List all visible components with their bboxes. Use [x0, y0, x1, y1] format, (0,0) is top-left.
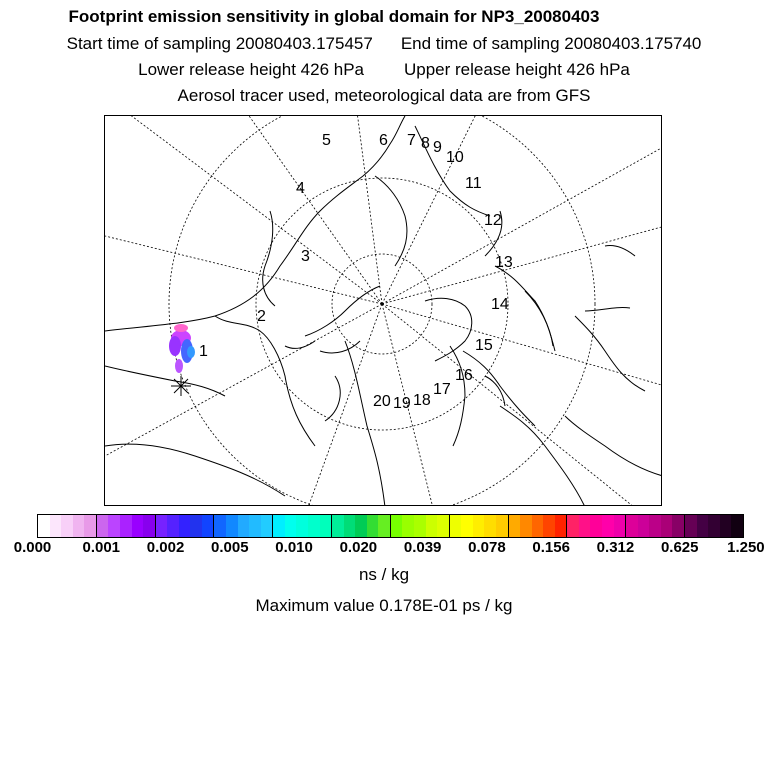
latitude-circles [169, 116, 595, 506]
colorbar-segment [332, 515, 344, 537]
colorbar-segment [320, 515, 333, 537]
colorbar-segment [308, 515, 320, 537]
lower-height-label: Lower release height 426 hPa [138, 60, 364, 79]
colorbar-segment [509, 515, 521, 537]
colorbar-segment [461, 515, 473, 537]
colorbar-tick-label: 0.039 [403, 539, 442, 556]
colorbar-segment [179, 515, 191, 537]
colorbar-segment [720, 515, 732, 537]
map-title: Footprint emission sensitivity in global domain for NP3_20080403 [68, 7, 600, 26]
coastlines [105, 116, 662, 506]
colorbar-tick-label: 0.001 [82, 539, 121, 556]
colorbar-segment [61, 515, 73, 537]
traj-label-17: 17 [433, 381, 451, 398]
colorbar-segment [214, 515, 226, 537]
colorbar-segment [190, 515, 202, 537]
colorbar [37, 514, 744, 538]
colorbar-segment [685, 515, 697, 537]
sampling-times [0, 34, 768, 54]
maximum-value: Maximum value 0.178E-01 ps / kg [255, 596, 513, 615]
colorbar-segment [602, 515, 614, 537]
traj-label-10: 10 [446, 149, 464, 166]
meridians [105, 116, 662, 506]
colorbar-tick-label: 0.312 [596, 539, 635, 556]
colorbar-tick-label: 0.078 [468, 539, 506, 556]
traj-label-18: 18 [413, 392, 431, 409]
colorbar-segment [402, 515, 414, 537]
colorbar-segment [672, 515, 685, 537]
colorbar-segment [378, 515, 391, 537]
colorbar-segment [73, 515, 85, 537]
traj-label-5: 5 [322, 132, 331, 149]
traj-label-8: 8 [421, 135, 430, 152]
colorbar-segment [484, 515, 496, 537]
colorbar-segment [249, 515, 261, 537]
traj-label-13: 13 [495, 254, 513, 271]
colorbar-segment [543, 515, 555, 537]
traj-label-20: 20 [373, 393, 391, 410]
colorbar-segment [167, 515, 179, 537]
traj-label-3: 3 [301, 248, 310, 265]
traj-label-14: 14 [491, 296, 509, 313]
colorbar-segment [555, 515, 568, 537]
colorbar-segment [202, 515, 215, 537]
upper-height-label: Upper release height 426 hPa [404, 60, 630, 79]
colorbar-segment [414, 515, 426, 537]
footprint-map [104, 115, 662, 506]
footprint-plume [169, 324, 195, 373]
colorbar-segment [238, 515, 250, 537]
colorbar-segment [649, 515, 661, 537]
colorbar-segment [496, 515, 509, 537]
traj-label-9: 9 [433, 139, 442, 156]
colorbar-segment [261, 515, 274, 537]
colorbar-segment [532, 515, 544, 537]
colorbar-segment [426, 515, 438, 537]
traj-label-11: 11 [465, 175, 482, 192]
colorbar-segment [391, 515, 403, 537]
colorbar-segment [450, 515, 462, 537]
colorbar-tick-label: 0.005 [211, 539, 249, 556]
colorbar-tick-label: 0.000 [13, 539, 52, 556]
colorbar-segment [344, 515, 356, 537]
colorbar-segment [579, 515, 591, 537]
start-time-label: Start time of sampling 20080403.175457 [66, 34, 373, 53]
traj-label-12: 12 [484, 212, 502, 229]
traj-label-19: 19 [393, 395, 411, 412]
colorbar-segment [38, 515, 50, 537]
colorbar-segment [731, 515, 743, 537]
traj-label-7: 7 [407, 132, 416, 149]
traj-label-15: 15 [475, 337, 493, 354]
colorbar-segment [437, 515, 450, 537]
colorbar-segment [590, 515, 602, 537]
colorbar-segment [367, 515, 379, 537]
colorbar-segment [614, 515, 627, 537]
colorbar-tick-label: 1.250 [727, 539, 765, 556]
colorbar-segment [567, 515, 579, 537]
end-time-label: End time of sampling 20080403.175740 [400, 34, 702, 53]
colorbar-segment [132, 515, 144, 537]
release-heights [0, 60, 768, 80]
colorbar-segment [296, 515, 308, 537]
colorbar-segment [473, 515, 485, 537]
traj-label-1: 1 [199, 343, 208, 360]
colorbar-segment [285, 515, 297, 537]
colorbar-segment [108, 515, 120, 537]
colorbar-tick-label: 0.010 [275, 539, 313, 556]
colorbar-segment [226, 515, 238, 537]
tracer-note: Aerosol tracer used, meteorological data are from GFS [177, 86, 591, 105]
colorbar-segment [273, 515, 285, 537]
colorbar-unit: ns / kg [358, 565, 410, 584]
colorbar-tick-label: 0.625 [660, 539, 699, 556]
colorbar-segment [156, 515, 168, 537]
traj-label-4: 4 [296, 180, 305, 197]
colorbar-segment [120, 515, 132, 537]
colorbar-segment [661, 515, 673, 537]
traj-label-16: 16 [455, 367, 473, 384]
colorbar-segment [626, 515, 638, 537]
release-point-marker [171, 376, 191, 396]
colorbar-tick-label: 0.002 [146, 539, 185, 556]
colorbar-segment [84, 515, 97, 537]
traj-label-6: 6 [379, 132, 388, 149]
colorbar-segment [708, 515, 720, 537]
colorbar-segment [638, 515, 650, 537]
colorbar-segment [50, 515, 62, 537]
colorbar-segment [520, 515, 532, 537]
colorbar-tick-label: 0.156 [532, 539, 570, 556]
colorbar-segment [355, 515, 367, 537]
trajectory-labels [199, 132, 513, 412]
traj-label-2: 2 [257, 308, 266, 325]
colorbar-segment [697, 515, 709, 537]
colorbar-segment [97, 515, 109, 537]
colorbar-segment [143, 515, 156, 537]
colorbar-tick-label: 0.020 [339, 539, 378, 556]
